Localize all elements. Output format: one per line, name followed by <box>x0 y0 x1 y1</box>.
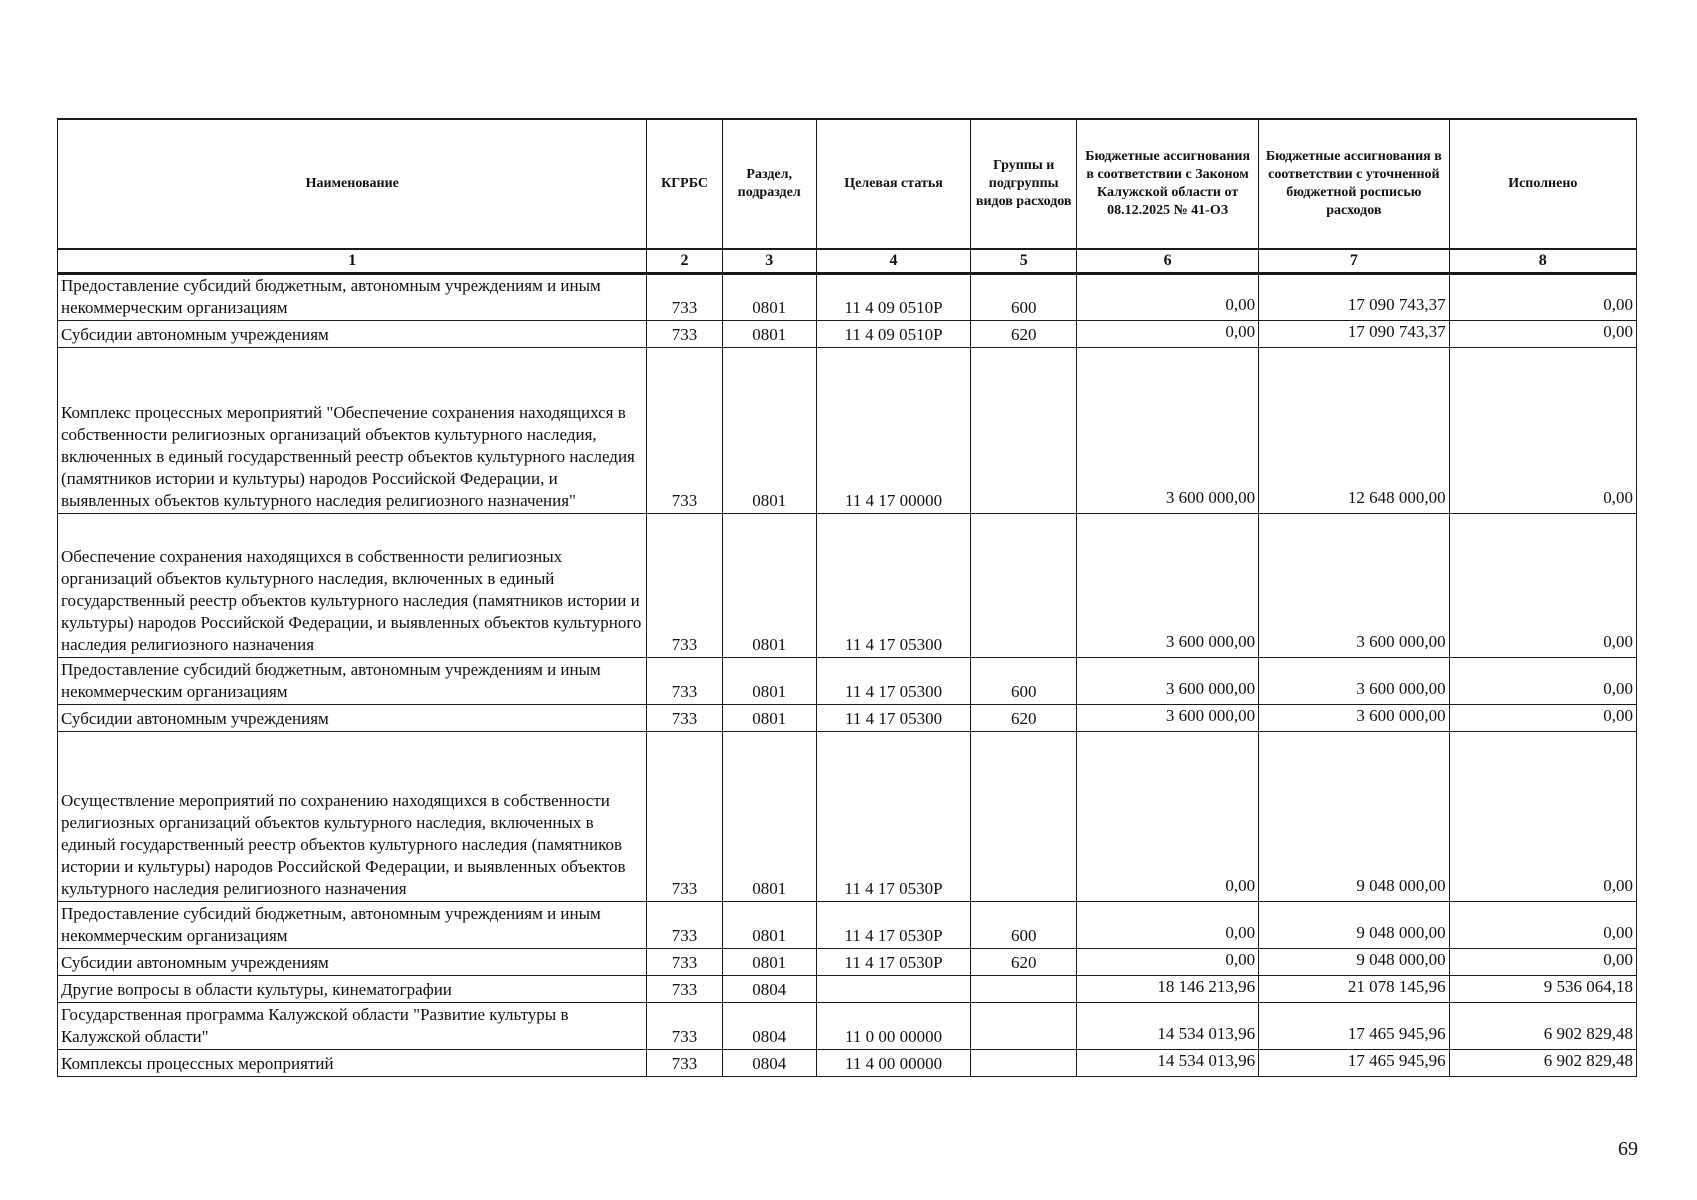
row-name: Предоставление субсидий бюджетным, автономным учреждениям и иным некоммерческим организациям <box>58 902 647 949</box>
row-target: 11 4 17 0530P <box>816 732 971 902</box>
table-row <box>58 321 1637 348</box>
row-refined-alloc: 9 048 000,00 <box>1259 949 1449 976</box>
row-kgrbs: 733 <box>647 1050 722 1077</box>
row-refined-alloc: 9 048 000,00 <box>1259 732 1449 902</box>
table-row <box>58 1003 1637 1050</box>
table-row <box>58 1050 1637 1077</box>
row-group: 600 <box>971 658 1077 705</box>
row-target: 11 4 00 00000 <box>816 1050 971 1077</box>
row-refined-alloc: 17 465 945,96 <box>1259 1050 1449 1077</box>
row-kgrbs: 733 <box>647 902 722 949</box>
table-row <box>58 732 1637 902</box>
column-number: 5 <box>971 249 1077 274</box>
row-executed: 0,00 <box>1449 949 1636 976</box>
row-target: 11 4 09 0510P <box>816 321 971 348</box>
row-refined-alloc: 17 090 743,37 <box>1259 274 1449 321</box>
row-law-alloc: 14 534 013,96 <box>1077 1003 1259 1050</box>
row-group: 620 <box>971 321 1077 348</box>
table-row <box>58 949 1637 976</box>
column-number-row <box>58 249 1637 274</box>
header-groups: Группы и подгруппы видов расходов <box>971 119 1077 249</box>
row-target: 11 0 00 00000 <box>816 1003 971 1050</box>
row-razdel: 0804 <box>722 1003 816 1050</box>
row-razdel: 0801 <box>722 732 816 902</box>
row-target: 11 4 17 05300 <box>816 658 971 705</box>
row-executed: 0,00 <box>1449 348 1636 514</box>
row-target <box>816 976 971 1003</box>
row-executed: 0,00 <box>1449 902 1636 949</box>
column-number: 6 <box>1077 249 1259 274</box>
column-number: 1 <box>58 249 647 274</box>
row-name: Государственная программа Калужской области "Развитие культуры в Калужской области" <box>58 1003 647 1050</box>
row-refined-alloc: 21 078 145,96 <box>1259 976 1449 1003</box>
row-executed: 0,00 <box>1449 705 1636 732</box>
row-executed: 0,00 <box>1449 658 1636 705</box>
row-group <box>971 348 1077 514</box>
row-name: Обеспечение сохранения находящихся в собственности религиозных организаций объектов культурного наследия, включенных в единый государственный реестр объектов культурного наследия (памятников истории и культуры) народов Российской Федерации, и выявленных объектов культурного наследия религиозного назначения <box>58 514 647 658</box>
row-razdel: 0801 <box>722 321 816 348</box>
row-executed: 0,00 <box>1449 321 1636 348</box>
row-group <box>971 732 1077 902</box>
row-target: 11 4 09 0510P <box>816 274 971 321</box>
row-refined-alloc: 17 465 945,96 <box>1259 1003 1449 1050</box>
row-law-alloc: 14 534 013,96 <box>1077 1050 1259 1077</box>
table-row <box>58 348 1637 514</box>
row-target: 11 4 17 05300 <box>816 514 971 658</box>
column-number: 4 <box>816 249 971 274</box>
row-executed: 9 536 064,18 <box>1449 976 1636 1003</box>
table-row <box>58 705 1637 732</box>
header-refined-alloc: Бюджетные ассигнования в соответствии с уточненной бюджетной росписью расходов <box>1259 119 1449 249</box>
row-kgrbs: 733 <box>647 274 722 321</box>
row-kgrbs: 733 <box>647 949 722 976</box>
row-group: 620 <box>971 949 1077 976</box>
row-razdel: 0801 <box>722 705 816 732</box>
row-executed: 6 902 829,48 <box>1449 1050 1636 1077</box>
column-number: 2 <box>647 249 722 274</box>
row-law-alloc: 3 600 000,00 <box>1077 348 1259 514</box>
row-group: 600 <box>971 274 1077 321</box>
row-law-alloc: 3 600 000,00 <box>1077 514 1259 658</box>
row-law-alloc: 0,00 <box>1077 274 1259 321</box>
row-refined-alloc: 3 600 000,00 <box>1259 658 1449 705</box>
row-refined-alloc: 3 600 000,00 <box>1259 705 1449 732</box>
row-kgrbs: 733 <box>647 1003 722 1050</box>
page-number: 69 <box>1618 1138 1638 1160</box>
row-razdel: 0801 <box>722 514 816 658</box>
row-executed: 6 902 829,48 <box>1449 1003 1636 1050</box>
row-executed: 0,00 <box>1449 514 1636 658</box>
row-group <box>971 1050 1077 1077</box>
row-group <box>971 1003 1077 1050</box>
row-group <box>971 514 1077 658</box>
row-kgrbs: 733 <box>647 348 722 514</box>
header-law-alloc: Бюджетные ассигнования в соответствии с Законом Калужской области от 08.12.2025 № 41-ОЗ <box>1077 119 1259 249</box>
row-razdel: 0801 <box>722 348 816 514</box>
row-razdel: 0801 <box>722 658 816 705</box>
table-row <box>58 658 1637 705</box>
row-name: Комплекс процессных мероприятий "Обеспечение сохранения находящихся в собственности религиозных организаций объектов культурного наследия, включенных в единый государственный реестр объектов культурного наследия (памятников истории и культуры) народов Российской Федерации, и выявленных объектов культурного наследия религиозного назначения" <box>58 348 647 514</box>
row-name: Другие вопросы в области культуры, кинематографии <box>58 976 647 1003</box>
row-name: Субсидии автономным учреждениям <box>58 705 647 732</box>
column-number: 3 <box>722 249 816 274</box>
row-executed: 0,00 <box>1449 274 1636 321</box>
row-refined-alloc: 12 648 000,00 <box>1259 348 1449 514</box>
row-law-alloc: 3 600 000,00 <box>1077 705 1259 732</box>
row-name: Предоставление субсидий бюджетным, автономным учреждениям и иным некоммерческим организациям <box>58 658 647 705</box>
row-refined-alloc: 3 600 000,00 <box>1259 514 1449 658</box>
row-kgrbs: 733 <box>647 658 722 705</box>
row-name: Комплексы процессных мероприятий <box>58 1050 647 1077</box>
row-name: Предоставление субсидий бюджетным, автономным учреждениям и иным некоммерческим организациям <box>58 274 647 321</box>
row-kgrbs: 733 <box>647 321 722 348</box>
row-kgrbs: 733 <box>647 976 722 1003</box>
header-name: Наименование <box>58 119 647 249</box>
row-razdel: 0801 <box>722 902 816 949</box>
row-name: Субсидии автономным учреждениям <box>58 949 647 976</box>
row-target: 11 4 17 05300 <box>816 705 971 732</box>
row-target: 11 4 17 0530P <box>816 902 971 949</box>
header-executed: Исполнено <box>1449 119 1636 249</box>
row-law-alloc: 3 600 000,00 <box>1077 658 1259 705</box>
row-razdel: 0801 <box>722 274 816 321</box>
header-row <box>58 119 1637 249</box>
row-razdel: 0804 <box>722 1050 816 1077</box>
header-kgrbs: КГРБС <box>647 119 722 249</box>
row-refined-alloc: 9 048 000,00 <box>1259 902 1449 949</box>
row-group: 600 <box>971 902 1077 949</box>
row-razdel: 0801 <box>722 949 816 976</box>
column-number: 8 <box>1449 249 1636 274</box>
row-razdel: 0804 <box>722 976 816 1003</box>
row-executed: 0,00 <box>1449 732 1636 902</box>
row-target: 11 4 17 0530P <box>816 949 971 976</box>
table-row <box>58 976 1637 1003</box>
budget-table <box>57 118 1637 1077</box>
header-razdel: Раздел, подраздел <box>722 119 816 249</box>
row-name: Осуществление мероприятий по сохранению находящихся в собственности религиозных организаций объектов культурного наследия, включенных в единый государственный реестр объектов культурного наследия (памятников истории и культуры) народов Российской Федерации, и выявленных объектов культурного наследия религиозного назначения <box>58 732 647 902</box>
table-row <box>58 902 1637 949</box>
column-number: 7 <box>1259 249 1449 274</box>
row-target: 11 4 17 00000 <box>816 348 971 514</box>
row-kgrbs: 733 <box>647 514 722 658</box>
row-law-alloc: 18 146 213,96 <box>1077 976 1259 1003</box>
row-group <box>971 976 1077 1003</box>
row-name: Субсидии автономным учреждениям <box>58 321 647 348</box>
row-group: 620 <box>971 705 1077 732</box>
header-target: Целевая статья <box>816 119 971 249</box>
row-law-alloc: 0,00 <box>1077 732 1259 902</box>
row-law-alloc: 0,00 <box>1077 949 1259 976</box>
table-row <box>58 514 1637 658</box>
row-law-alloc: 0,00 <box>1077 321 1259 348</box>
row-kgrbs: 733 <box>647 705 722 732</box>
row-refined-alloc: 17 090 743,37 <box>1259 321 1449 348</box>
table-row <box>58 274 1637 321</box>
row-law-alloc: 0,00 <box>1077 902 1259 949</box>
row-kgrbs: 733 <box>647 732 722 902</box>
